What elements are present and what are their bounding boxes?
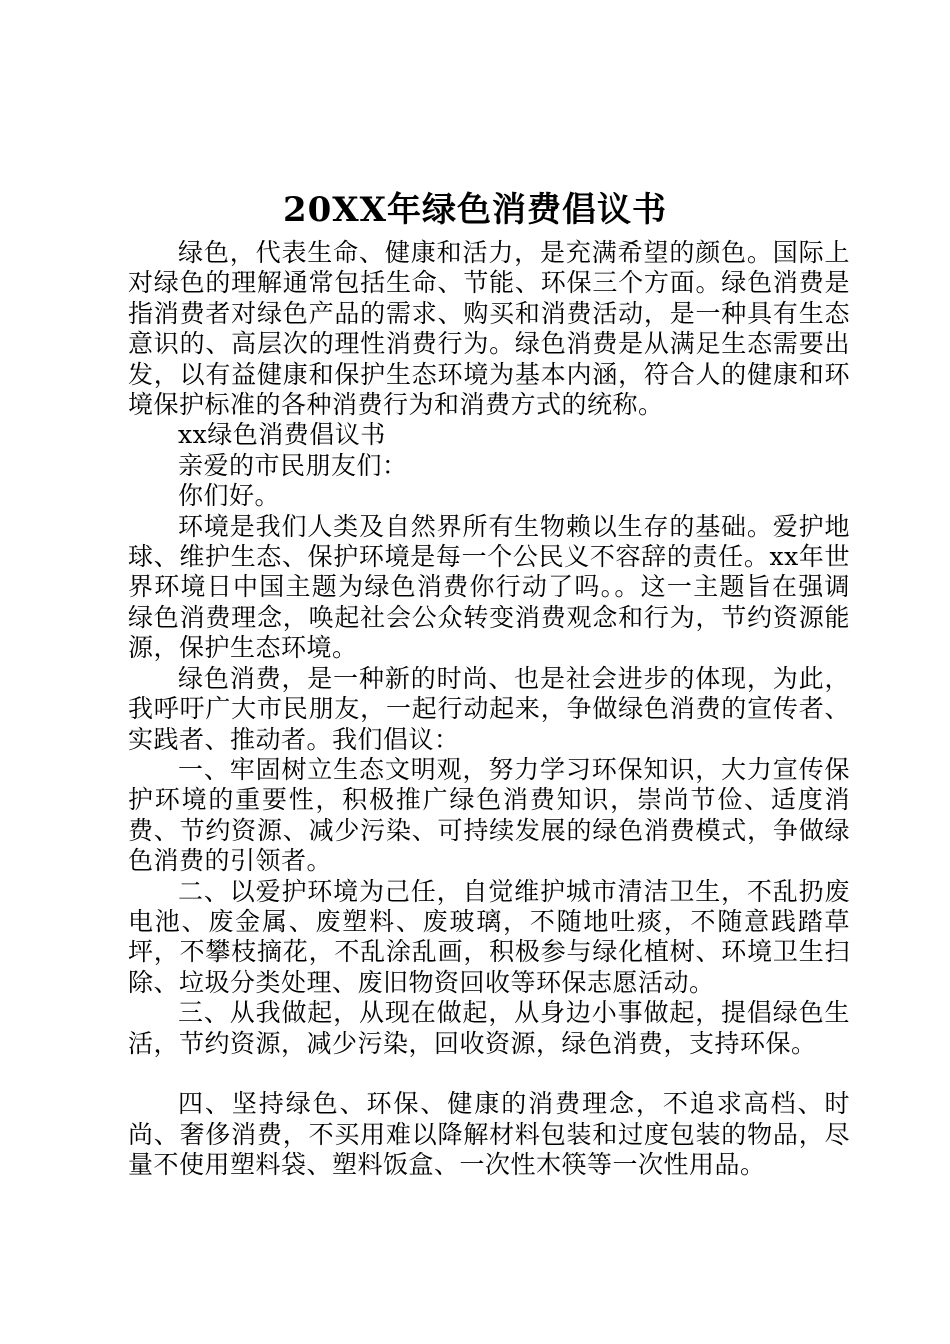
paragraph-proposal-2: 二、以爱护环境为己任，自觉维护城市清洁卫生，不乱扔废电池、废金属、废塑料、废玻璃，不随地吐痰，不随意践踏草坪，不攀枝摘花，不乱涂乱画，积极参与绿化植树、环境卫生扫除、垃圾分类处理、废旧物资回收等环保志愿活动。: [128, 876, 850, 997]
paragraph-proposal-4: 四、坚持绿色、环保、健康的消费理念，不追求高档、时尚、奢侈消费，不买用难以降解材料包装和过度包装的物品，尽量不使用塑料袋、塑料饭盒、一次性木筷等一次性用品。: [128, 1089, 850, 1180]
paragraph-environment: 环境是我们人类及自然界所有生物赖以生存的基础。爱护地球、维护生态、保护环境是每一个公民义不容辞的责任。xx年世界环境日中国主题为绿色消费你行动了吗。。这一主题旨在强调绿色消费理念，唤起社会公众转变消费观念和行为，节约资源能源，保护生态环境。: [128, 511, 850, 663]
paragraph-proposal-3: 三、从我做起，从现在做起，从身边小事做起，提倡绿色生活，节约资源，减少污染，回收资源，绿色消费，支持环保。: [128, 998, 850, 1058]
paragraph-subtitle: xx绿色消费倡议书: [178, 420, 386, 450]
paragraph-salutation: 亲爱的市民朋友们：: [178, 450, 408, 480]
blank-line: [128, 1059, 850, 1089]
paragraph-intro: 绿色，代表生命、健康和活力，是充满希望的颜色。国际上对绿色的理解通常包括生命、节能、环保三个方面。绿色消费是指消费者对绿色产品的需求、购买和消费活动，是一种具有生态意识的、高层次的理性消费行为。绿色消费是从满足生态需要出发，以有益健康和保护生态环境为基本内涵，符合人的健康和环境保护标准的各种消费行为和消费方式的统称。: [128, 238, 850, 420]
paragraph-greeting: 你们好。: [178, 481, 281, 511]
document-body: [128, 238, 850, 1181]
document-title: 20XX年绿色消费倡议书: [282, 190, 668, 230]
paragraph-proposal-1: 一、牢固树立生态文明观，努力学习环保知识，大力宣传保护环境的重要性，积极推广绿色消费知识，崇尚节俭、适度消费、节约资源、减少污染、可持续发展的绿色消费模式，争做绿色消费的引领者。: [128, 754, 850, 876]
paragraph-call-to-action: 绿色消费，是一种新的时尚、也是社会进步的体现，为此，我呼吁广大市民朋友，一起行动起来，争做绿色消费的宣传者、实践者、推动者。我们倡议：: [128, 663, 850, 754]
